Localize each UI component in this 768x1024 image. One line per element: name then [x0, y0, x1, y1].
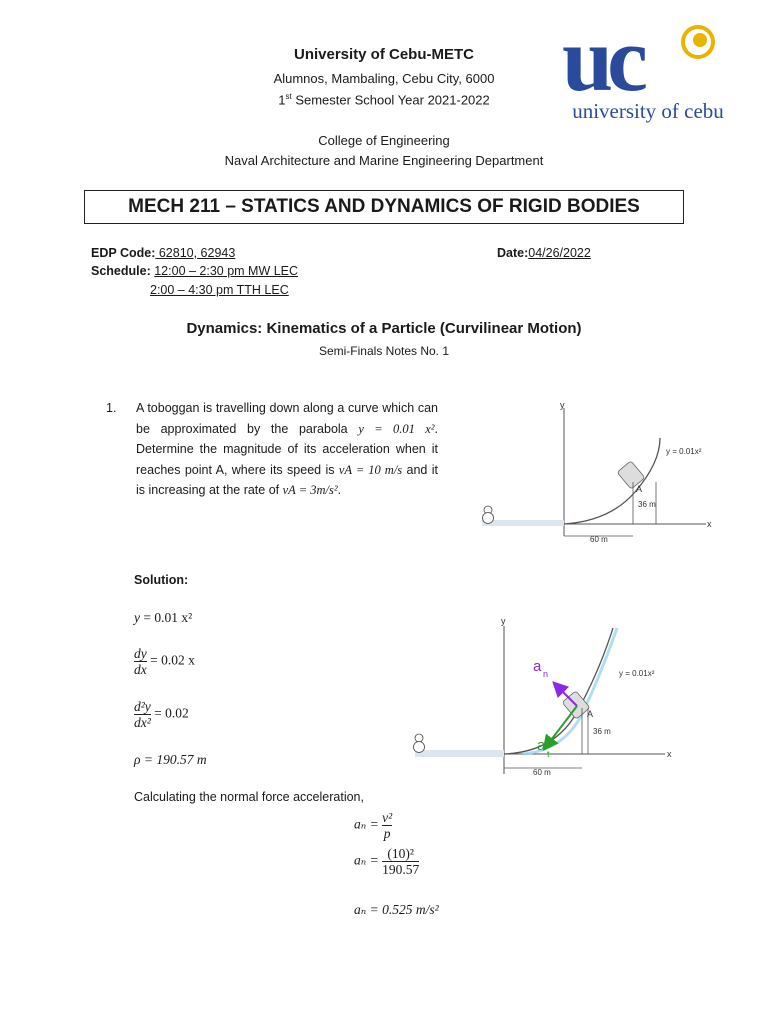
university-address: Alumnos, Mambaling, Cebu City, 6000 — [273, 71, 495, 86]
eq-3-fraction — [134, 699, 151, 730]
fig1-height-label: 36 m — [638, 500, 656, 509]
schedule — [91, 264, 298, 278]
edp-code — [91, 246, 235, 260]
problem-text-b: . Determine the magnitude of its acceleration when it reaches point A, where its speed is — [136, 421, 438, 477]
problem-text-a: A toboggan is travelling down along a curve which can be approximated by the parabola — [136, 401, 438, 436]
fig2-height-label: 36 m — [593, 727, 611, 736]
fig2-at-sub: t — [547, 749, 550, 759]
fig1-curve — [564, 438, 660, 524]
topic-title: Dynamics: Kinematics of a Particle (Curvilinear Motion) — [186, 320, 582, 337]
fig1-x-label: x — [707, 519, 712, 529]
date-label: Date: — [497, 246, 529, 260]
eq-3 — [134, 699, 189, 730]
an-eq-2-lhs: aₙ = — [354, 852, 379, 868]
schedule-line-2-text: 2:00 – 4:30 pm TTH LEC — [150, 283, 289, 297]
fig2-at-label: a — [537, 737, 546, 754]
eq-3-num: d²y — [134, 699, 151, 714]
fig2-x-label: x — [667, 749, 672, 759]
fig1-dist-label: 60 m — [590, 535, 608, 544]
problem-text-c: and it is increasing at the rate of — [136, 462, 438, 497]
problem-number: 1. — [106, 401, 117, 415]
eq-3-den: dx² — [134, 715, 151, 730]
problem-statement — [136, 398, 438, 501]
semester-sup: st — [285, 92, 292, 101]
fig2-snowman-body — [414, 742, 425, 753]
fig1-snowman-body — [483, 513, 494, 524]
college-name: College of Engineering — [318, 133, 450, 148]
schedule-label: Schedule: — [91, 264, 151, 278]
eq-1 — [134, 610, 192, 626]
eq-2 — [134, 646, 195, 677]
an-eq-1-fraction — [382, 810, 392, 841]
eq-4: ρ = 190.57 m — [134, 752, 207, 767]
fig2-point-label: A — [587, 709, 594, 719]
eq-1-lhs: y — [134, 610, 140, 625]
logo-text: university of cebu — [572, 99, 724, 123]
department-name: Naval Architecture and Marine Engineering Department — [224, 153, 544, 168]
fig2-curve-label: y = 0.01x² — [619, 669, 655, 678]
eq-2-fraction — [134, 646, 147, 677]
logo-dot — [693, 33, 707, 47]
edp-label: EDP Code: — [91, 246, 156, 260]
figure-1-svg — [470, 396, 720, 546]
figure-2-svg — [405, 612, 680, 787]
semester-suffix: Semester School Year 2021-2022 — [291, 92, 490, 108]
problem-1 — [106, 398, 438, 501]
an-eq-2-den: 190.57 — [382, 862, 420, 877]
fig1-curve-label: y = 0.01x² — [666, 447, 702, 456]
figure-1 — [470, 396, 720, 546]
an-eq-2-num: (10)² — [387, 846, 414, 861]
fig1-point-label: A — [636, 484, 643, 494]
eq-3-rhs: = 0.02 — [154, 705, 189, 721]
an-eq-1-lhs: aₙ = — [354, 816, 379, 832]
edp-value: 62810, 62943 — [155, 246, 236, 260]
an-eq-1-den: p — [383, 826, 391, 841]
fig2-y-label: y — [501, 616, 506, 626]
problem-eq-parabola: y = 0.01 x² — [358, 421, 435, 436]
fig2-snowman-head — [415, 734, 423, 742]
course-title: MECH 211 – STATICS AND DYNAMICS OF RIGID BODIES — [84, 190, 684, 224]
eq-1-rhs: = 0.01 x² — [143, 610, 193, 625]
an-eq-2 — [354, 846, 419, 877]
university-logo — [548, 14, 748, 126]
an-result: aₙ = 0.525 m/s² — [354, 902, 439, 917]
figure-2 — [405, 612, 680, 787]
an-eq-2-fraction — [382, 846, 419, 877]
fig2-dist-label: 60 m — [533, 768, 551, 777]
schedule-line-2 — [150, 283, 289, 297]
eq-2-den: dx — [134, 662, 147, 677]
logo-letters: uc — [562, 14, 642, 110]
fig1-ground — [482, 520, 564, 526]
notes-number: Semi-Finals Notes No. 1 — [318, 344, 450, 358]
fig2-ground — [415, 750, 504, 757]
eq-2-num: dy — [134, 646, 147, 661]
problem-eq-speed: vA = 10 m/s — [338, 462, 403, 477]
date-value: 04/26/2022 — [528, 246, 591, 260]
fig2-an-sub: n — [543, 669, 549, 679]
eq-2-rhs: = 0.02 x — [150, 652, 195, 668]
fig2-an-label: a — [533, 658, 542, 675]
an-eq-1 — [354, 810, 392, 841]
calc-label: Calculating the normal force acceleration, — [134, 790, 364, 804]
schedule-line-1: 12:00 – 2:30 pm MW LEC — [154, 264, 299, 278]
problem-text-d: . — [337, 483, 342, 497]
semester-prefix: 1 — [278, 92, 286, 108]
university-name: University of Cebu-METC — [293, 46, 474, 63]
solution-label: Solution: — [134, 573, 189, 587]
logo-graphic — [548, 14, 748, 126]
an-eq-1-num: v² — [382, 810, 393, 825]
problem-eq-rate: vA = 3m/s² — [282, 483, 338, 497]
date — [497, 246, 591, 260]
fig1-y-label: y — [560, 400, 565, 410]
